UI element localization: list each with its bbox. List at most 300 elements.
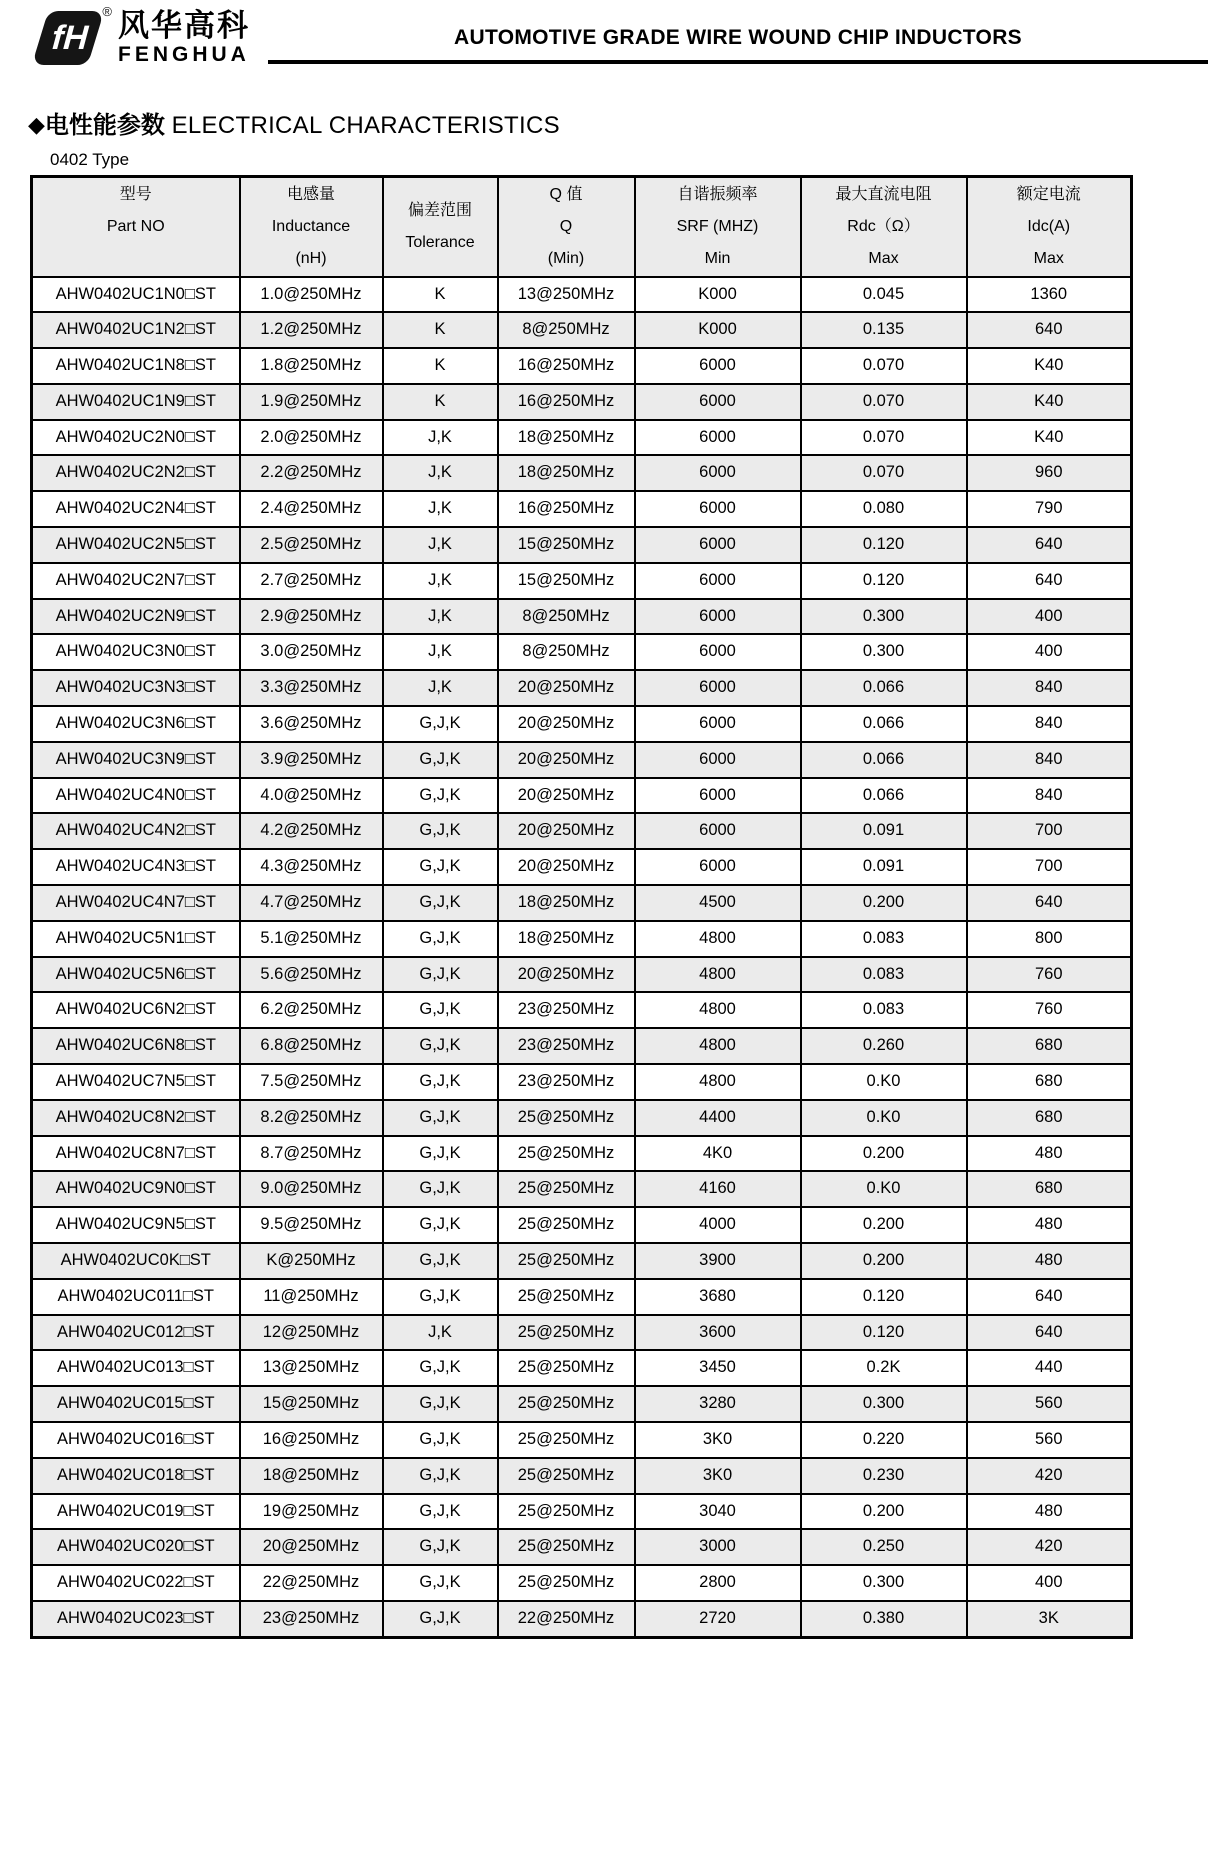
- cell-part_no: AHW0402UC8N7□ST: [32, 1136, 240, 1172]
- cell-rdc_max: 0.200: [801, 1243, 967, 1279]
- cell-rdc_max: 0.070: [801, 420, 967, 456]
- table-row: [32, 1136, 1132, 1172]
- col-header-inductance: [240, 177, 383, 277]
- table-row: [32, 1171, 1132, 1207]
- cell-srf_min: 4800: [635, 992, 801, 1028]
- cell-idc_max: 800: [967, 921, 1132, 957]
- cell-tolerance: G,J,K: [383, 1279, 498, 1315]
- table-row: [32, 348, 1132, 384]
- cell-idc_max: 680: [967, 1028, 1132, 1064]
- fenghua-logo: [26, 4, 250, 70]
- table-row: [32, 384, 1132, 420]
- cell-rdc_max: 0.066: [801, 742, 967, 778]
- cell-part_no: AHW0402UC4N7□ST: [32, 885, 240, 921]
- cell-idc_max: 400: [967, 634, 1132, 670]
- cell-part_no: AHW0402UC3N3□ST: [32, 670, 240, 706]
- table-row: [32, 1100, 1132, 1136]
- cell-part_no: AHW0402UC5N6□ST: [32, 957, 240, 993]
- table-row: [32, 420, 1132, 456]
- table-row: [32, 277, 1132, 313]
- cell-srf_min: 4800: [635, 957, 801, 993]
- table-row: [32, 1350, 1132, 1386]
- cell-tolerance: G,J,K: [383, 1350, 498, 1386]
- col-header-line: 最大直流电阻: [835, 185, 932, 203]
- cell-q_min: 18@250MHz: [498, 455, 635, 491]
- cell-inductance: 7.5@250MHz: [240, 1064, 383, 1100]
- cell-q_min: 25@250MHz: [498, 1243, 635, 1279]
- col-header-line: 自谐振频率: [677, 185, 758, 203]
- cell-rdc_max: 0.200: [801, 1136, 967, 1172]
- cell-idc_max: 840: [967, 706, 1132, 742]
- cell-q_min: 20@250MHz: [498, 813, 635, 849]
- cell-q_min: 15@250MHz: [498, 527, 635, 563]
- cell-tolerance: J,K: [383, 1315, 498, 1351]
- cell-idc_max: 400: [967, 599, 1132, 635]
- table-row: [32, 992, 1132, 1028]
- cell-srf_min: 6000: [635, 670, 801, 706]
- cell-q_min: 25@250MHz: [498, 1100, 635, 1136]
- brand-name-en: FENGHUA: [118, 42, 250, 66]
- cell-idc_max: 640: [967, 1315, 1132, 1351]
- cell-idc_max: 480: [967, 1207, 1132, 1243]
- section-heading: [28, 110, 1220, 141]
- cell-inductance: 3.0@250MHz: [240, 634, 383, 670]
- cell-idc_max: 960: [967, 455, 1132, 491]
- cell-q_min: 18@250MHz: [498, 885, 635, 921]
- cell-srf_min: 6000: [635, 849, 801, 885]
- table-row: [32, 849, 1132, 885]
- cell-part_no: AHW0402UC012□ST: [32, 1315, 240, 1351]
- table-row: [32, 491, 1132, 527]
- cell-rdc_max: 0.135: [801, 312, 967, 348]
- cell-q_min: 25@250MHz: [498, 1350, 635, 1386]
- col-header-line: Inductance: [271, 217, 351, 235]
- cell-inductance: K@250MHz: [240, 1243, 383, 1279]
- cell-rdc_max: 0.200: [801, 1207, 967, 1243]
- cell-idc_max: 680: [967, 1064, 1132, 1100]
- spec-table: [30, 175, 1133, 1639]
- col-header-line: Max: [1033, 249, 1064, 267]
- cell-q_min: 25@250MHz: [498, 1171, 635, 1207]
- cell-rdc_max: 0.K0: [801, 1171, 967, 1207]
- cell-srf_min: K000: [635, 312, 801, 348]
- table-row: [32, 1207, 1132, 1243]
- cell-tolerance: G,J,K: [383, 706, 498, 742]
- cell-idc_max: 420: [967, 1458, 1132, 1494]
- cell-idc_max: 700: [967, 813, 1132, 849]
- cell-inductance: 22@250MHz: [240, 1565, 383, 1601]
- cell-rdc_max: 0.070: [801, 455, 967, 491]
- cell-idc_max: 680: [967, 1171, 1132, 1207]
- cell-srf_min: 4800: [635, 921, 801, 957]
- cell-part_no: AHW0402UC3N0□ST: [32, 634, 240, 670]
- cell-rdc_max: 0.083: [801, 921, 967, 957]
- table-row: [32, 921, 1132, 957]
- cell-rdc_max: 0.K0: [801, 1064, 967, 1100]
- cell-tolerance: G,J,K: [383, 1601, 498, 1637]
- cell-part_no: AHW0402UC020□ST: [32, 1529, 240, 1565]
- table-row: [32, 1243, 1132, 1279]
- cell-rdc_max: 0.083: [801, 992, 967, 1028]
- cell-q_min: 20@250MHz: [498, 957, 635, 993]
- col-header-line: (Min): [547, 249, 585, 267]
- cell-inductance: 4.2@250MHz: [240, 813, 383, 849]
- cell-q_min: 8@250MHz: [498, 599, 635, 635]
- cell-inductance: 2.2@250MHz: [240, 455, 383, 491]
- cell-srf_min: 6000: [635, 527, 801, 563]
- table-row: [32, 1565, 1132, 1601]
- cell-part_no: AHW0402UC4N0□ST: [32, 778, 240, 814]
- cell-inductance: 18@250MHz: [240, 1458, 383, 1494]
- col-header-line: Idc(A): [1027, 217, 1071, 235]
- registered-trademark-icon: ®: [102, 4, 112, 19]
- cell-srf_min: 4500: [635, 885, 801, 921]
- cell-part_no: AHW0402UC2N5□ST: [32, 527, 240, 563]
- cell-srf_min: 6000: [635, 706, 801, 742]
- cell-idc_max: 700: [967, 849, 1132, 885]
- col-header-line: SRF (MHZ): [676, 217, 759, 235]
- cell-srf_min: 6000: [635, 491, 801, 527]
- cell-inductance: 1.0@250MHz: [240, 277, 383, 313]
- cell-part_no: AHW0402UC3N6□ST: [32, 706, 240, 742]
- cell-srf_min: 6000: [635, 599, 801, 635]
- cell-part_no: AHW0402UC1N2□ST: [32, 312, 240, 348]
- cell-part_no: AHW0402UC0K□ST: [32, 1243, 240, 1279]
- cell-part_no: AHW0402UC8N2□ST: [32, 1100, 240, 1136]
- cell-q_min: 20@250MHz: [498, 706, 635, 742]
- cell-q_min: 15@250MHz: [498, 563, 635, 599]
- cell-inductance: 12@250MHz: [240, 1315, 383, 1351]
- cell-rdc_max: 0.083: [801, 957, 967, 993]
- cell-tolerance: G,J,K: [383, 1100, 498, 1136]
- cell-part_no: AHW0402UC013□ST: [32, 1350, 240, 1386]
- cell-q_min: 25@250MHz: [498, 1458, 635, 1494]
- cell-q_min: 8@250MHz: [498, 312, 635, 348]
- cell-srf_min: 4K0: [635, 1136, 801, 1172]
- cell-tolerance: J,K: [383, 455, 498, 491]
- cell-rdc_max: 0.200: [801, 1494, 967, 1530]
- cell-srf_min: 4800: [635, 1028, 801, 1064]
- cell-inductance: 2.0@250MHz: [240, 420, 383, 456]
- table-row: [32, 1386, 1132, 1422]
- cell-rdc_max: 0.300: [801, 599, 967, 635]
- cell-tolerance: G,J,K: [383, 813, 498, 849]
- table-row: [32, 563, 1132, 599]
- cell-idc_max: 420: [967, 1529, 1132, 1565]
- cell-part_no: AHW0402UC019□ST: [32, 1494, 240, 1530]
- cell-part_no: AHW0402UC2N2□ST: [32, 455, 240, 491]
- col-header-line: 偏差范围: [407, 201, 472, 219]
- cell-tolerance: G,J,K: [383, 849, 498, 885]
- cell-tolerance: K: [383, 312, 498, 348]
- cell-part_no: AHW0402UC022□ST: [32, 1565, 240, 1601]
- cell-tolerance: G,J,K: [383, 1529, 498, 1565]
- table-row: [32, 312, 1132, 348]
- cell-part_no: AHW0402UC6N8□ST: [32, 1028, 240, 1064]
- cell-srf_min: 3900: [635, 1243, 801, 1279]
- brand-text: [118, 10, 250, 67]
- cell-q_min: 16@250MHz: [498, 491, 635, 527]
- cell-srf_min: 4800: [635, 1064, 801, 1100]
- col-header-line: Q: [559, 217, 573, 235]
- cell-tolerance: J,K: [383, 599, 498, 635]
- fenghua-logo-icon: [26, 4, 112, 70]
- cell-inductance: 4.7@250MHz: [240, 885, 383, 921]
- cell-srf_min: 3450: [635, 1350, 801, 1386]
- cell-part_no: AHW0402UC7N5□ST: [32, 1064, 240, 1100]
- cell-idc_max: 3K: [967, 1601, 1132, 1637]
- col-header-line: Min: [704, 249, 731, 267]
- table-row: [32, 1529, 1132, 1565]
- cell-tolerance: G,J,K: [383, 1386, 498, 1422]
- table-row: [32, 706, 1132, 742]
- cell-idc_max: 440: [967, 1350, 1132, 1386]
- cell-srf_min: 6000: [635, 742, 801, 778]
- cell-idc_max: 640: [967, 563, 1132, 599]
- cell-rdc_max: 0.300: [801, 634, 967, 670]
- cell-tolerance: G,J,K: [383, 1064, 498, 1100]
- cell-idc_max: 680: [967, 1100, 1132, 1136]
- cell-inductance: 9.5@250MHz: [240, 1207, 383, 1243]
- cell-rdc_max: 0.K0: [801, 1100, 967, 1136]
- table-row: [32, 527, 1132, 563]
- cell-rdc_max: 0.300: [801, 1565, 967, 1601]
- cell-rdc_max: 0.120: [801, 1315, 967, 1351]
- cell-q_min: 23@250MHz: [498, 1064, 635, 1100]
- cell-srf_min: 6000: [635, 813, 801, 849]
- table-row: [32, 1422, 1132, 1458]
- table-row: [32, 957, 1132, 993]
- cell-part_no: AHW0402UC1N8□ST: [32, 348, 240, 384]
- cell-tolerance: G,J,K: [383, 957, 498, 993]
- cell-srf_min: 6000: [635, 455, 801, 491]
- cell-part_no: AHW0402UC4N2□ST: [32, 813, 240, 849]
- cell-part_no: AHW0402UC023□ST: [32, 1601, 240, 1637]
- cell-idc_max: 840: [967, 778, 1132, 814]
- cell-idc_max: 760: [967, 957, 1132, 993]
- cell-tolerance: G,J,K: [383, 1171, 498, 1207]
- cell-tolerance: G,J,K: [383, 778, 498, 814]
- cell-tolerance: G,J,K: [383, 1028, 498, 1064]
- cell-inductance: 5.6@250MHz: [240, 957, 383, 993]
- cell-tolerance: G,J,K: [383, 921, 498, 957]
- cell-part_no: AHW0402UC9N0□ST: [32, 1171, 240, 1207]
- cell-q_min: 20@250MHz: [498, 849, 635, 885]
- cell-part_no: AHW0402UC2N9□ST: [32, 599, 240, 635]
- cell-srf_min: 2720: [635, 1601, 801, 1637]
- cell-srf_min: 6000: [635, 563, 801, 599]
- cell-q_min: 25@250MHz: [498, 1494, 635, 1530]
- cell-rdc_max: 0.070: [801, 348, 967, 384]
- cell-inductance: 15@250MHz: [240, 1386, 383, 1422]
- cell-inductance: 5.1@250MHz: [240, 921, 383, 957]
- cell-part_no: AHW0402UC2N0□ST: [32, 420, 240, 456]
- cell-tolerance: J,K: [383, 527, 498, 563]
- col-header-line: Max: [868, 249, 899, 267]
- cell-tolerance: G,J,K: [383, 742, 498, 778]
- cell-inductance: 8.2@250MHz: [240, 1100, 383, 1136]
- cell-tolerance: K: [383, 277, 498, 313]
- cell-inductance: 3.3@250MHz: [240, 670, 383, 706]
- cell-rdc_max: 0.300: [801, 1386, 967, 1422]
- cell-srf_min: 4000: [635, 1207, 801, 1243]
- cell-idc_max: K40: [967, 420, 1132, 456]
- cell-rdc_max: 0.250: [801, 1529, 967, 1565]
- cell-rdc_max: 0.070: [801, 384, 967, 420]
- logo-monogram: fH: [50, 19, 90, 57]
- col-header-rdc_max: [801, 177, 967, 277]
- cell-part_no: AHW0402UC2N7□ST: [32, 563, 240, 599]
- cell-inductance: 2.9@250MHz: [240, 599, 383, 635]
- cell-srf_min: 6000: [635, 384, 801, 420]
- cell-rdc_max: 0.066: [801, 670, 967, 706]
- cell-idc_max: 560: [967, 1422, 1132, 1458]
- cell-part_no: AHW0402UC6N2□ST: [32, 992, 240, 1028]
- cell-idc_max: 480: [967, 1494, 1132, 1530]
- table-row: [32, 1315, 1132, 1351]
- cell-q_min: 13@250MHz: [498, 277, 635, 313]
- cell-tolerance: J,K: [383, 634, 498, 670]
- cell-idc_max: 640: [967, 885, 1132, 921]
- cell-idc_max: K40: [967, 384, 1132, 420]
- cell-srf_min: 3040: [635, 1494, 801, 1530]
- cell-rdc_max: 0.045: [801, 277, 967, 313]
- table-row: [32, 1601, 1132, 1637]
- cell-rdc_max: 0.200: [801, 885, 967, 921]
- cell-srf_min: 6000: [635, 348, 801, 384]
- cell-srf_min: 3K0: [635, 1458, 801, 1494]
- cell-rdc_max: 0.220: [801, 1422, 967, 1458]
- cell-q_min: 18@250MHz: [498, 420, 635, 456]
- table-row: [32, 813, 1132, 849]
- cell-rdc_max: 0.066: [801, 706, 967, 742]
- cell-inductance: 4.0@250MHz: [240, 778, 383, 814]
- col-header-idc_max: [967, 177, 1132, 277]
- cell-inductance: 13@250MHz: [240, 1350, 383, 1386]
- cell-idc_max: 760: [967, 992, 1132, 1028]
- cell-rdc_max: 0.091: [801, 813, 967, 849]
- col-header-srf_min: [635, 177, 801, 277]
- cell-q_min: 25@250MHz: [498, 1279, 635, 1315]
- brand-name-cn: 风华高科: [118, 8, 250, 43]
- cell-q_min: 16@250MHz: [498, 384, 635, 420]
- table-row: [32, 634, 1132, 670]
- cell-rdc_max: 0.120: [801, 527, 967, 563]
- cell-q_min: 20@250MHz: [498, 742, 635, 778]
- cell-inductance: 20@250MHz: [240, 1529, 383, 1565]
- cell-q_min: 16@250MHz: [498, 348, 635, 384]
- cell-tolerance: J,K: [383, 420, 498, 456]
- cell-rdc_max: 0.080: [801, 491, 967, 527]
- cell-q_min: 25@250MHz: [498, 1422, 635, 1458]
- cell-rdc_max: 0.091: [801, 849, 967, 885]
- cell-tolerance: K: [383, 384, 498, 420]
- cell-srf_min: 2800: [635, 1565, 801, 1601]
- table-row: [32, 1028, 1132, 1064]
- col-header-line: 电感量: [286, 185, 335, 203]
- cell-inductance: 4.3@250MHz: [240, 849, 383, 885]
- cell-inductance: 2.4@250MHz: [240, 491, 383, 527]
- table-row: [32, 1279, 1132, 1315]
- cell-inductance: 1.9@250MHz: [240, 384, 383, 420]
- cell-inductance: 23@250MHz: [240, 1601, 383, 1637]
- cell-part_no: AHW0402UC011□ST: [32, 1279, 240, 1315]
- cell-inductance: 8.7@250MHz: [240, 1136, 383, 1172]
- cell-q_min: 25@250MHz: [498, 1315, 635, 1351]
- cell-idc_max: 640: [967, 312, 1132, 348]
- cell-part_no: AHW0402UC5N1□ST: [32, 921, 240, 957]
- cell-tolerance: G,J,K: [383, 1565, 498, 1601]
- cell-tolerance: G,J,K: [383, 1422, 498, 1458]
- cell-idc_max: 480: [967, 1136, 1132, 1172]
- cell-part_no: AHW0402UC1N9□ST: [32, 384, 240, 420]
- cell-srf_min: 3600: [635, 1315, 801, 1351]
- col-header-part_no: [32, 177, 240, 277]
- cell-idc_max: 480: [967, 1243, 1132, 1279]
- cell-q_min: 25@250MHz: [498, 1529, 635, 1565]
- cell-q_min: 25@250MHz: [498, 1207, 635, 1243]
- cell-inductance: 6.8@250MHz: [240, 1028, 383, 1064]
- cell-tolerance: J,K: [383, 670, 498, 706]
- cell-tolerance: G,J,K: [383, 1243, 498, 1279]
- cell-tolerance: G,J,K: [383, 1207, 498, 1243]
- cell-inductance: 2.7@250MHz: [240, 563, 383, 599]
- cell-rdc_max: 0.230: [801, 1458, 967, 1494]
- cell-q_min: 25@250MHz: [498, 1386, 635, 1422]
- cell-q_min: 18@250MHz: [498, 921, 635, 957]
- cell-srf_min: 6000: [635, 420, 801, 456]
- table-row: [32, 1494, 1132, 1530]
- section-title-en: ELECTRICAL CHARACTERISTICS: [171, 112, 560, 139]
- cell-q_min: 25@250MHz: [498, 1136, 635, 1172]
- col-header-tolerance: [383, 177, 498, 277]
- cell-q_min: 23@250MHz: [498, 992, 635, 1028]
- cell-tolerance: G,J,K: [383, 1494, 498, 1530]
- cell-idc_max: 400: [967, 1565, 1132, 1601]
- cell-srf_min: 4160: [635, 1171, 801, 1207]
- cell-idc_max: 640: [967, 527, 1132, 563]
- col-header-q_min: [498, 177, 635, 277]
- cell-idc_max: 1360: [967, 277, 1132, 313]
- cell-tolerance: G,J,K: [383, 1458, 498, 1494]
- cell-part_no: AHW0402UC015□ST: [32, 1386, 240, 1422]
- table-row: [32, 670, 1132, 706]
- cell-rdc_max: 0.120: [801, 1279, 967, 1315]
- cell-idc_max: 840: [967, 670, 1132, 706]
- cell-tolerance: G,J,K: [383, 1136, 498, 1172]
- cell-srf_min: 3K0: [635, 1422, 801, 1458]
- cell-part_no: AHW0402UC4N3□ST: [32, 849, 240, 885]
- table-row: [32, 1458, 1132, 1494]
- cell-q_min: 20@250MHz: [498, 778, 635, 814]
- cell-q_min: 23@250MHz: [498, 1028, 635, 1064]
- type-label: 0402 Type: [50, 150, 130, 169]
- cell-idc_max: 640: [967, 1279, 1132, 1315]
- document-title: AUTOMOTIVE GRADE WIRE WOUND CHIP INDUCTORS: [454, 26, 1022, 49]
- document-title-block: [268, 25, 1208, 64]
- col-header-line: (nH): [295, 249, 327, 267]
- cell-idc_max: K40: [967, 348, 1132, 384]
- cell-inductance: 1.2@250MHz: [240, 312, 383, 348]
- cell-tolerance: G,J,K: [383, 992, 498, 1028]
- table-row: [32, 885, 1132, 921]
- cell-inductance: 2.5@250MHz: [240, 527, 383, 563]
- cell-inductance: 9.0@250MHz: [240, 1171, 383, 1207]
- cell-rdc_max: 0.2K: [801, 1350, 967, 1386]
- cell-srf_min: 3680: [635, 1279, 801, 1315]
- cell-part_no: AHW0402UC016□ST: [32, 1422, 240, 1458]
- cell-srf_min: 6000: [635, 778, 801, 814]
